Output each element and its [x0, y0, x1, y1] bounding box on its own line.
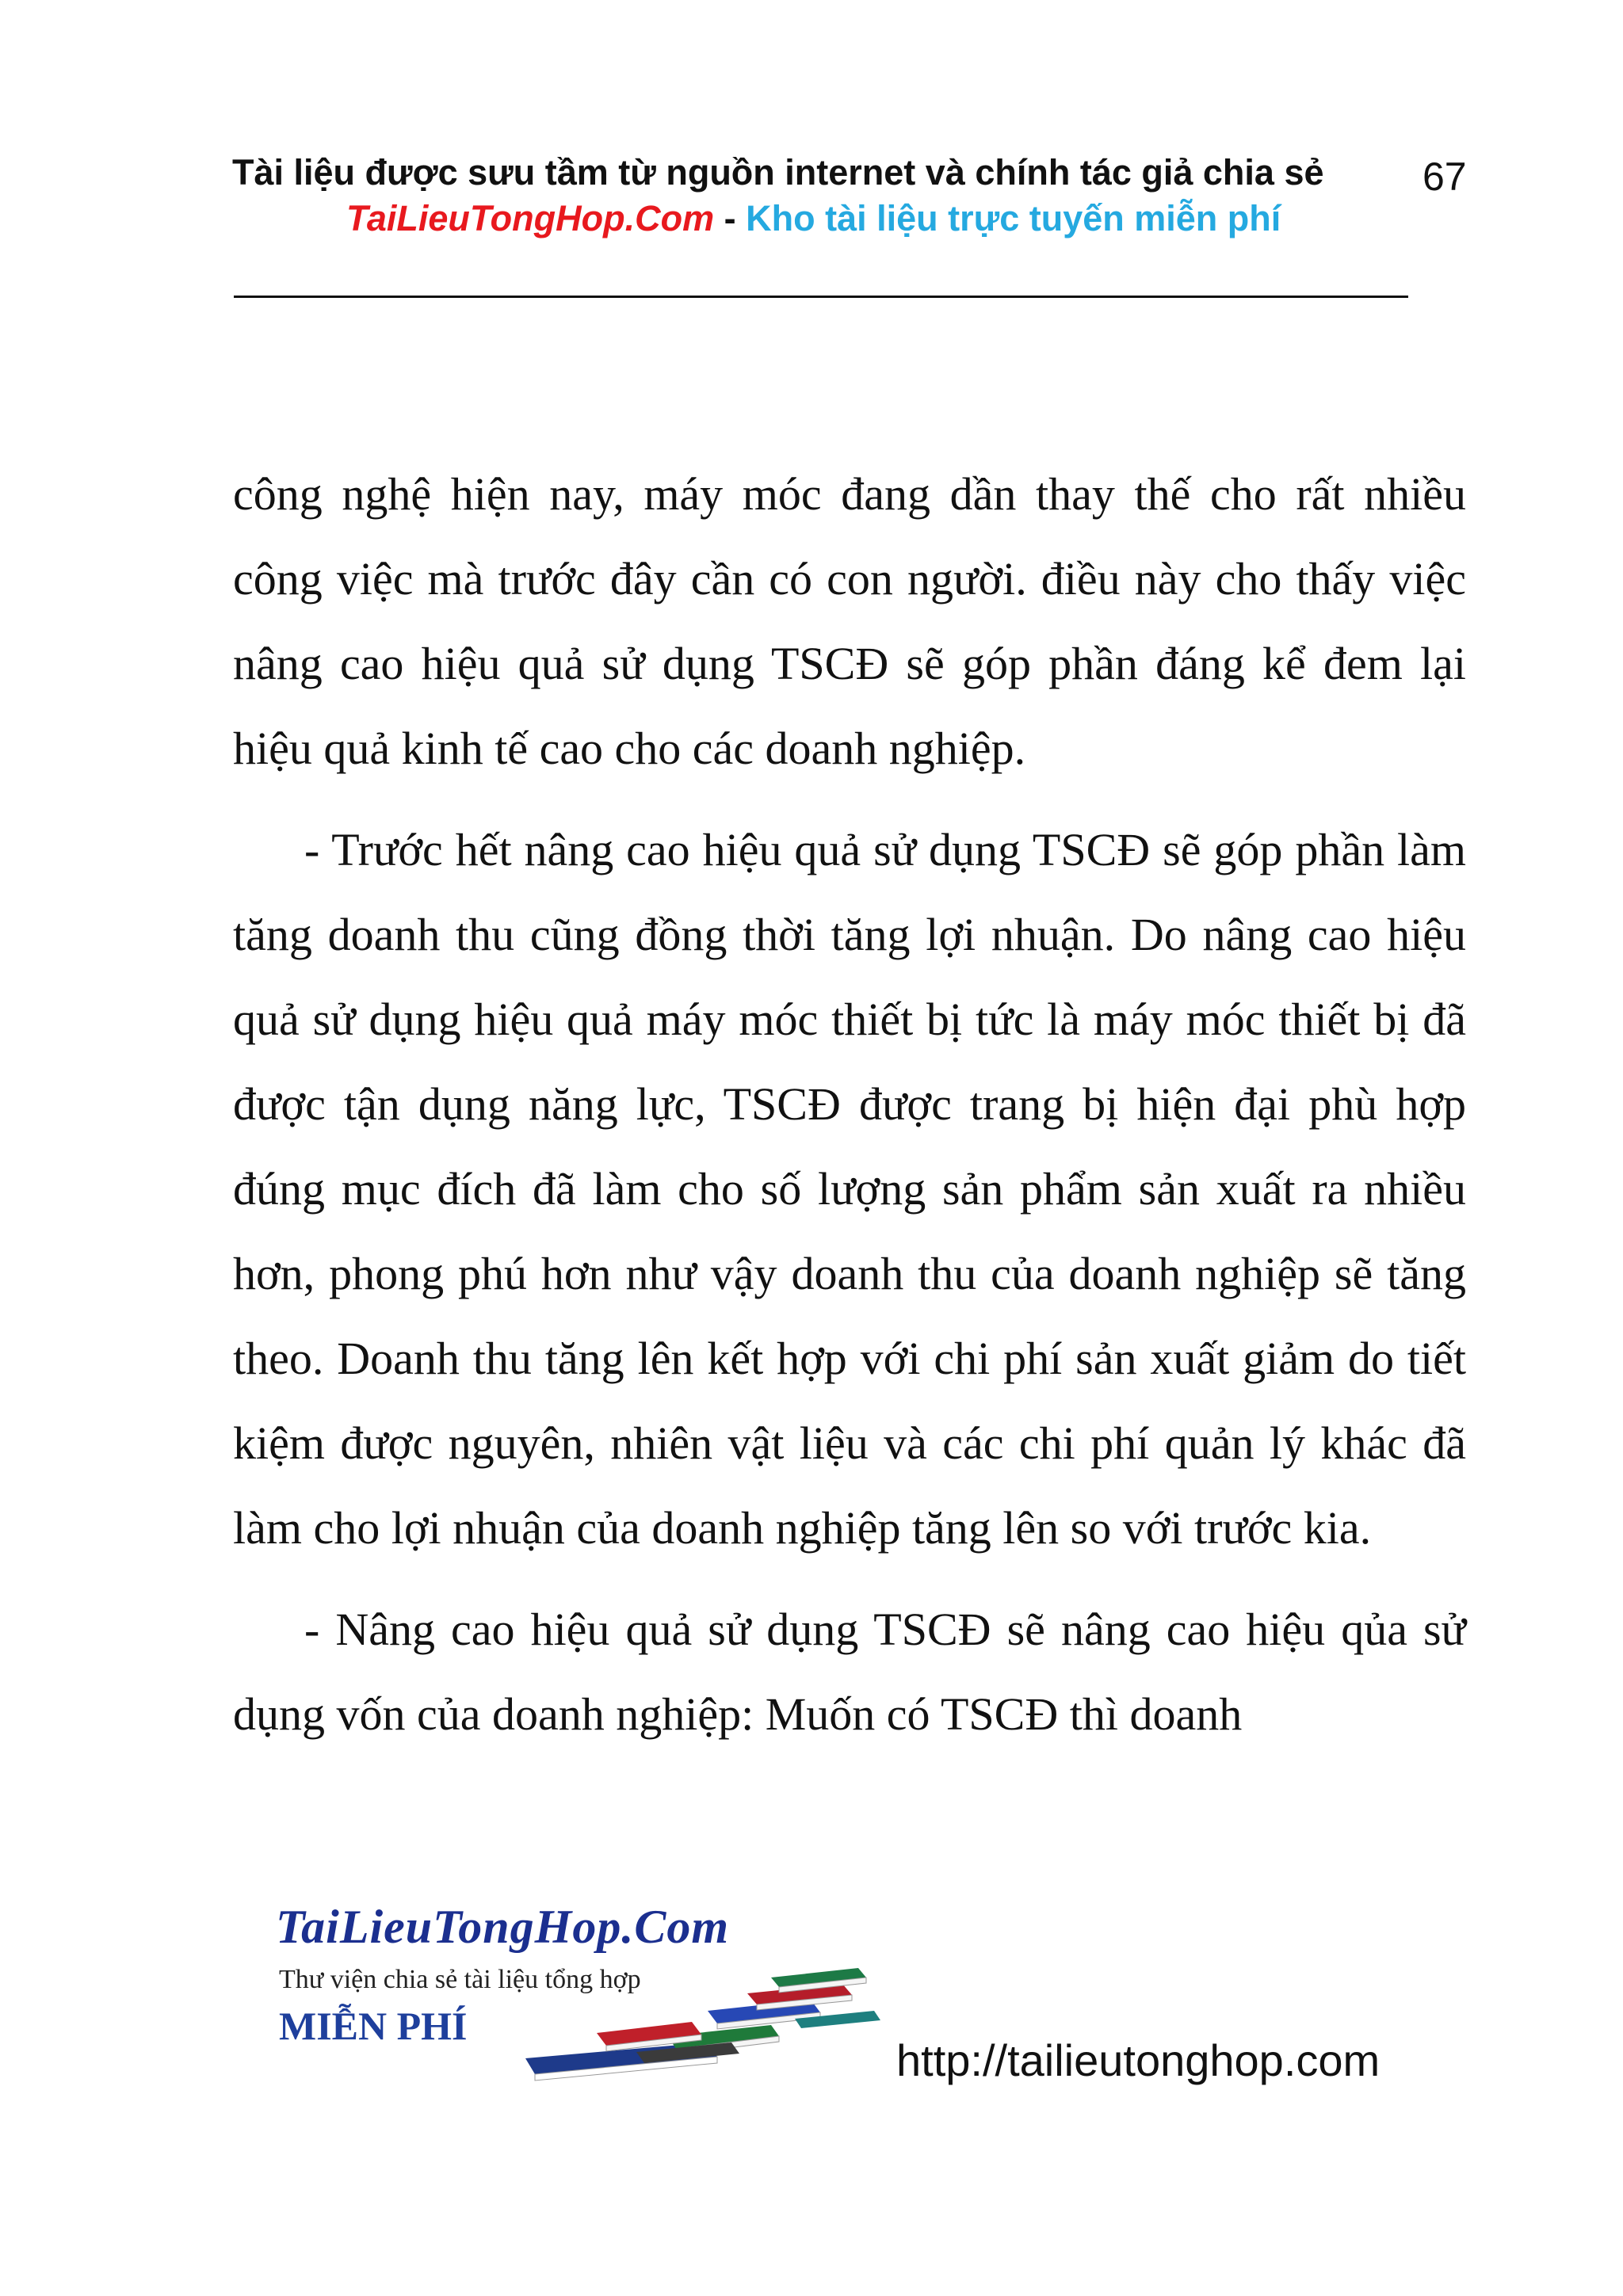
page-number: 67 [1423, 154, 1467, 199]
footer-logo[interactable] [276, 1900, 878, 2098]
paragraph-revenue-profit: - Trước hết nâng cao hiệu quả sử dụng TSCĐ sẽ góp phần làm tăng doanh thu cũng đồng thời tăng lợi nhuận. Do nâng cao hiệu quả sử dụng hiệu quả máy móc thiết bị tức là máy móc thiết bị đã được tận dụng năng lực, TSCĐ được trang bị hiện đại phù hợp đúng mục đích đã làm cho số lượng sản phẩm sản xuất ra nhiều hơn, phong phú hơn như vậy doanh thu của doanh nghiệp sẽ tăng theo. Doanh thu tăng lên kết hợp với chi phí sản xuất giảm do tiết kiệm được nguyên, nhiên vật liệu và các chi phí quản lý khác đã làm cho lợi nhuận của doanh nghiệp tăng lên so với trước kia. [233, 824, 1466, 1554]
header-divider [234, 296, 1408, 298]
paragraph-capital-efficiency: - Nâng cao hiệu quả sử dụng TSCĐ sẽ nâng cao hiệu qủa sử dụng vốn của doanh nghiệp: Muốn có TSCĐ thì doanh [233, 1604, 1466, 1740]
document-body [233, 452, 1466, 1756]
logo-free-label: MIỄN PHÍ [279, 2004, 468, 2048]
header-tagline: Kho tài liệu trực tuyến miễn phí [746, 198, 1281, 238]
header-site-name[interactable]: TaiLieuTongHop.Com [346, 198, 715, 238]
stacked-books-icon [510, 1963, 882, 2082]
logo-subtitle: Thư viện chia sẻ tài liệu tổng hợp [279, 1965, 641, 1994]
header-source-note: Tài liệu được sưu tầm từ nguồn internet và chính tác giả chia sẻ [232, 152, 1324, 193]
paragraph-continuation: công nghệ hiện nay, máy móc đang dần thay thế cho rất nhiều công việc mà trước đây cần có con người. điều này cho thấy việc nâng cao hiệu quả sử dụng TSCĐ sẽ góp phần đáng kể đem lại hiệu quả kinh tế cao cho các doanh nghiệp. [233, 468, 1466, 774]
footer-website-link[interactable]: http://tailieutonghop.com [896, 2035, 1381, 2085]
header-separator: - [714, 198, 747, 238]
logo-title: TaiLieuTongHop.Com [276, 1901, 730, 1953]
header-site-line [346, 198, 1281, 239]
